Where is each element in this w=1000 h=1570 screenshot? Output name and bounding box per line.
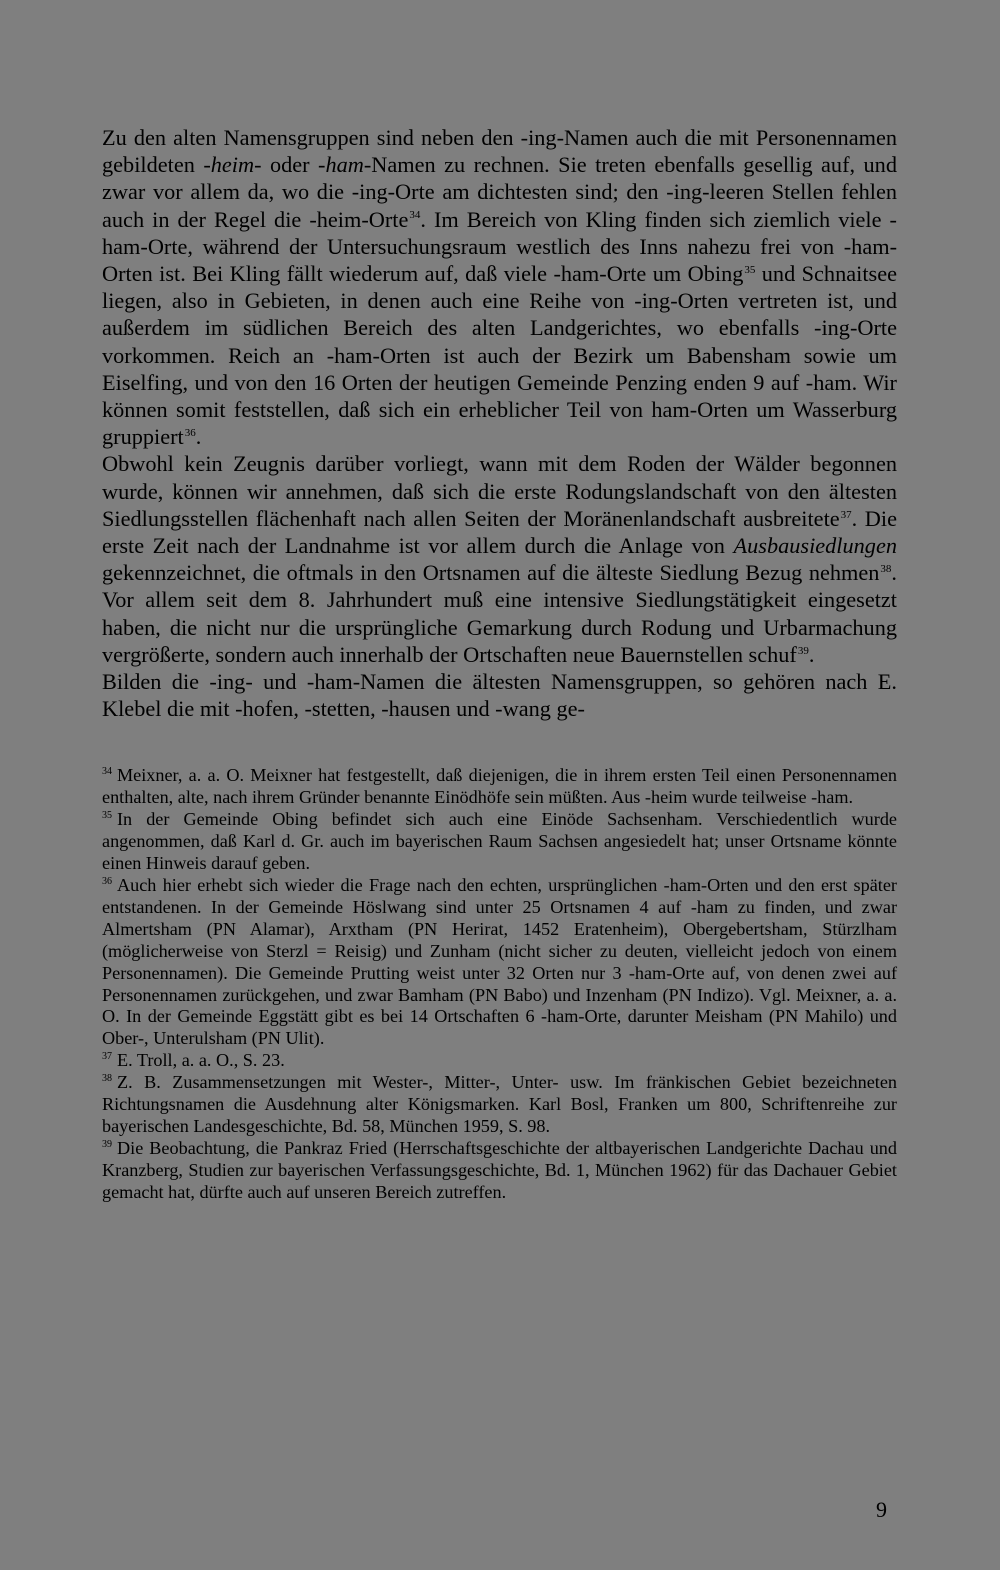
footnote-39 — [102, 1138, 897, 1204]
text-run: . — [195, 424, 202, 450]
paragraph-2 — [102, 450, 897, 668]
page-content — [102, 124, 897, 1204]
page-number: 9 — [876, 1497, 887, 1522]
text-run: und Schnaitsee liegen, also in Gebieten, in denen auch eine Reihe von -ing-Orten vertreten ist, und außerdem im südlichen Bereich des alten Landgerichtes, wo ebenfalls -ing-Orte vorkommen. Reich an -ham-Orten ist auch der Bezirk um Babensham sowie um Eiselfing, und von den 16 Orten der heutigen Gemeinde Penzing enden 9 auf -ham. Wir können somit feststellen, daß sich ein erheblicher Teil von ham-Orten um Wasserburg gruppiert — [102, 261, 897, 450]
footnote-text: Meixner, a. a. O. Meixner hat festgestellt, daß diejenigen, die in ihrem ersten Teil einen Personennamen enthalten, alte, nach ihrem Gründer benannte Einödhöfe sein müßten. Aus -heim wurde teilweise -ham. — [102, 765, 897, 808]
footnotes — [102, 765, 897, 1203]
paragraph-3 — [102, 668, 897, 722]
footnote-number: 36 — [102, 876, 112, 887]
footnote-number: 35 — [102, 810, 112, 822]
footnote-number: 34 — [102, 766, 112, 778]
main-text — [102, 124, 897, 722]
text-run: Bilden die -ing- und -ham-Namen die ältesten Namensgruppen, so gehören nach E. Klebel die mit -hofen, -stetten, -hausen und -wang ge- — [102, 669, 897, 722]
footnote-text: In der Gemeinde Obing befindet sich auch eine Einöde Sachsenham. Verschiedentlich wurde angenommen, daß Karl d. Gr. auch im bayerischen Raum Sachsen angesiedelt hat; unser Ortsname könnte einen Hinweis darauf geben. — [102, 809, 897, 874]
text-run: . Die erste Zeit nach der Landnahme ist vor allem durch die Anlage von — [102, 505, 897, 559]
paragraph-1 — [102, 124, 897, 450]
footnote-ref: 35 — [744, 263, 756, 276]
footnote-number: 37 — [102, 1051, 112, 1063]
text-run: Obwohl kein Zeugnis darüber vorliegt, wann mit dem Roden der Wälder begonnen wurde, können wir annehmen, daß sich die erste Rodungslandschaft von den ältesten Siedlungsstellen flächenhaft nach allen Seiten der Moränenlandschaft ausbreitete — [102, 451, 897, 531]
footnote-ref: 37 — [840, 508, 852, 521]
footnote-text: Auch hier erhebt sich wieder die Frage nach den echten, ursprünglichen -ham-Orten und den erst später entstandenen. In der Gemeinde Höslwang sind unter 25 Ortsnamen 4 auf -ham zu finden, und zwar Almertsham (PN Alamar), Arxtham (PN Herirat, 1452 Eratenheim), Obergebertsham, Stürzlham (möglicherweise von Sterzl = Reisig) und Zunham (nicht sicher zu deuten, vielleicht jedoch von einem Personennamen). Die Gemeinde Prutting weist unter 32 Orten nur 3 -ham-Orte auf, von denen zwei auf Personennamen zurückgehen, und zwar Bamham (PN Babo) und Inzenham (PN Indizo). Vgl. Meixner, a. a. O. In der Gemeinde Eggstätt gibt es bei 14 Ortschaften 6 -ham-Orte, darunter Meisham (PN Mahilo) und Ober-, Unterulsham (PN Ulit). — [102, 875, 897, 1049]
text-run: . Im Bereich von Kling finden sich ziemlich viele -ham-Orte, während der Untersuchungsraum westlich des Inns nahezu frei von -ham-Orten ist. Bei Kling fällt wiederum auf, daß viele -ham-Orte um Obing — [102, 206, 897, 287]
footnote-ref: 38 — [880, 563, 892, 575]
text-run: . Vor allem seit dem 8. Jahrhundert muß eine intensive Siedlungstätigkeit eingesetzt haben, die nicht nur die ursprüngliche Gemarkung durch Rodung und Urbarmachung vergrößerte, sondern auch innerhalb der Ortschaften neue Bauernstellen schuf — [102, 560, 897, 667]
footnote-number: 39 — [102, 1138, 112, 1150]
text-run: oder — [261, 152, 319, 178]
footnote-text: Z. B. Zusammensetzungen mit Wester-, Mitter-, Unter- usw. Im fränkischen Gebiet bezeichneten Richtungsnamen die Ausdehnung alter Königsmarken. Karl Bosl, Franken um 800, Schriftenreihe zur bayerischen Landesgeschichte, Bd. 58, München 1959, S. 98. — [102, 1072, 897, 1136]
footnote-number: 38 — [102, 1073, 112, 1085]
text-run: Zu den alten Namensgruppen sind neben den -ing-Namen auch die mit Personennamen gebildeten — [102, 125, 897, 178]
italic-term: Ausbausiedlungen — [733, 533, 897, 559]
footnote-35 — [102, 809, 897, 875]
footnote-ref: 39 — [797, 644, 809, 657]
footnote-38 — [102, 1072, 897, 1138]
italic-term: -ham- — [318, 152, 372, 178]
footnote-text: Die Beobachtung, die Pankraz Fried (Herrschaftsgeschichte der altbayerischen Landgerichte Dachau und Kranzberg, Studien zur bayerischen Verfassungsgeschichte, Bd. 1, München 1962) für das Dachauer Gebiet gemacht hat, dürfte auch auf unseren Bereich zutreffen. — [102, 1137, 897, 1202]
text-run: gekennzeichnet, die oftmals in den Ortsnamen auf die älteste Siedlung Bezug nehmen — [102, 560, 880, 586]
footnote-text: E. Troll, a. a. O., S. 23. — [117, 1050, 285, 1071]
footnote-37 — [102, 1050, 897, 1072]
italic-term: -heim- — [203, 152, 262, 178]
text-run: Namen zu rechnen. Sie treten ebenfalls gesellig auf, und zwar vor allem da, wo die -ing-Orte am dichtesten sind; den -ing-leeren Stellen fehlen auch in der Regel die -heim-Orte — [102, 152, 897, 232]
footnote-34 — [102, 765, 897, 809]
text-run: . — [808, 641, 815, 667]
footnote-36 — [102, 875, 897, 1050]
footnote-ref: 36 — [184, 426, 196, 439]
footnote-ref: 34 — [409, 209, 421, 222]
